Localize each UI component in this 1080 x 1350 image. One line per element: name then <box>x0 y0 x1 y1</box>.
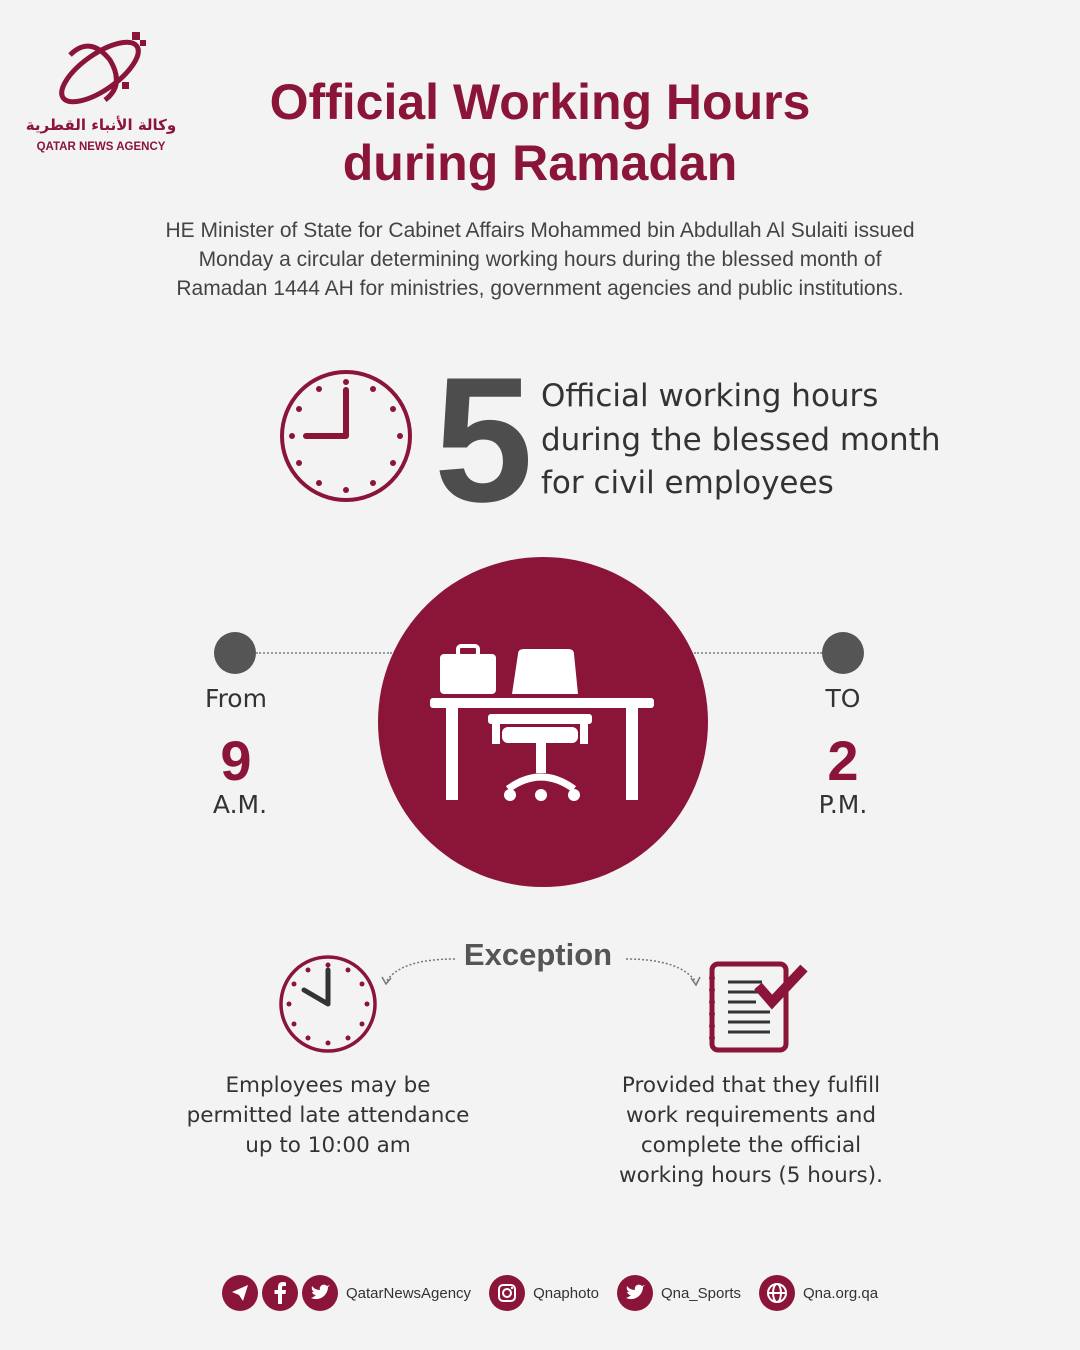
office-desk-icon <box>378 557 708 887</box>
to-suffix: P.M. <box>818 790 868 819</box>
text-line: up to 10:00 am <box>245 1133 411 1158</box>
hours-line: for civil employees <box>541 465 834 501</box>
clock-icon <box>278 368 414 504</box>
title-line-1: Official Working Hours <box>269 74 811 130</box>
page-title <box>0 72 1080 194</box>
from-label: From <box>205 684 267 713</box>
to-value: 2 <box>827 729 859 792</box>
text-line: working hours (5 hours). <box>619 1163 883 1188</box>
social-footer <box>222 1275 892 1311</box>
exception-left-text <box>138 1071 518 1161</box>
intro-line: HE Minister of State for Cabinet Affairs Mohammed bin Abdullah Al Sulaiti issued <box>165 219 915 242</box>
intro-line: Monday a circular determining working hours during the blessed month of <box>198 248 882 271</box>
text-line: Employees may be <box>225 1073 431 1098</box>
text-line: permitted late attendance <box>186 1103 470 1128</box>
text-line: complete the official <box>640 1133 862 1158</box>
logo-arabic: وكالة الأنباء القطرية <box>25 116 177 134</box>
hours-description <box>541 375 940 506</box>
intro-paragraph <box>20 216 1060 303</box>
exception-arrows <box>380 950 710 990</box>
globe-icon[interactable] <box>759 1275 795 1311</box>
hours-line: Official working hours <box>541 378 879 414</box>
facebook-icon[interactable] <box>262 1275 298 1311</box>
exception-title: Exception <box>463 937 613 972</box>
exception-right-text <box>561 1071 941 1191</box>
hours-number: 5 <box>434 340 533 539</box>
text-line: Provided that they fulfill <box>621 1073 881 1098</box>
intro-line: Ramadan 1444 AH for ministries, government agencies and public institutions. <box>176 277 904 300</box>
footer-website[interactable]: Qna.org.qa <box>803 1284 879 1302</box>
office-circle <box>378 557 708 887</box>
footer-sports-handle[interactable]: Qna_Sports <box>660 1284 741 1302</box>
logo-english: QATAR NEWS AGENCY <box>36 141 166 153</box>
dotted-line <box>694 652 822 654</box>
twitter-icon[interactable] <box>302 1275 338 1311</box>
instagram-icon[interactable] <box>489 1275 525 1311</box>
end-dot <box>822 632 864 674</box>
footer-main-handle[interactable]: QatarNewsAgency <box>346 1284 472 1302</box>
hours-line: during the blessed month <box>541 421 941 458</box>
dotted-line <box>256 652 392 654</box>
telegram-icon[interactable] <box>222 1275 258 1311</box>
to-label: TO <box>825 684 861 713</box>
text-line: work requirements and <box>625 1103 876 1128</box>
checklist-icon <box>706 958 810 1054</box>
start-dot <box>214 632 256 674</box>
title-line-2: during Ramadan <box>342 135 738 191</box>
small-clock-icon <box>278 954 378 1054</box>
from-suffix: A.M. <box>212 790 268 819</box>
footer-instagram-handle[interactable]: Qnaphoto <box>533 1284 599 1302</box>
twitter-sports-icon[interactable] <box>617 1275 653 1311</box>
from-value: 9 <box>220 729 252 792</box>
